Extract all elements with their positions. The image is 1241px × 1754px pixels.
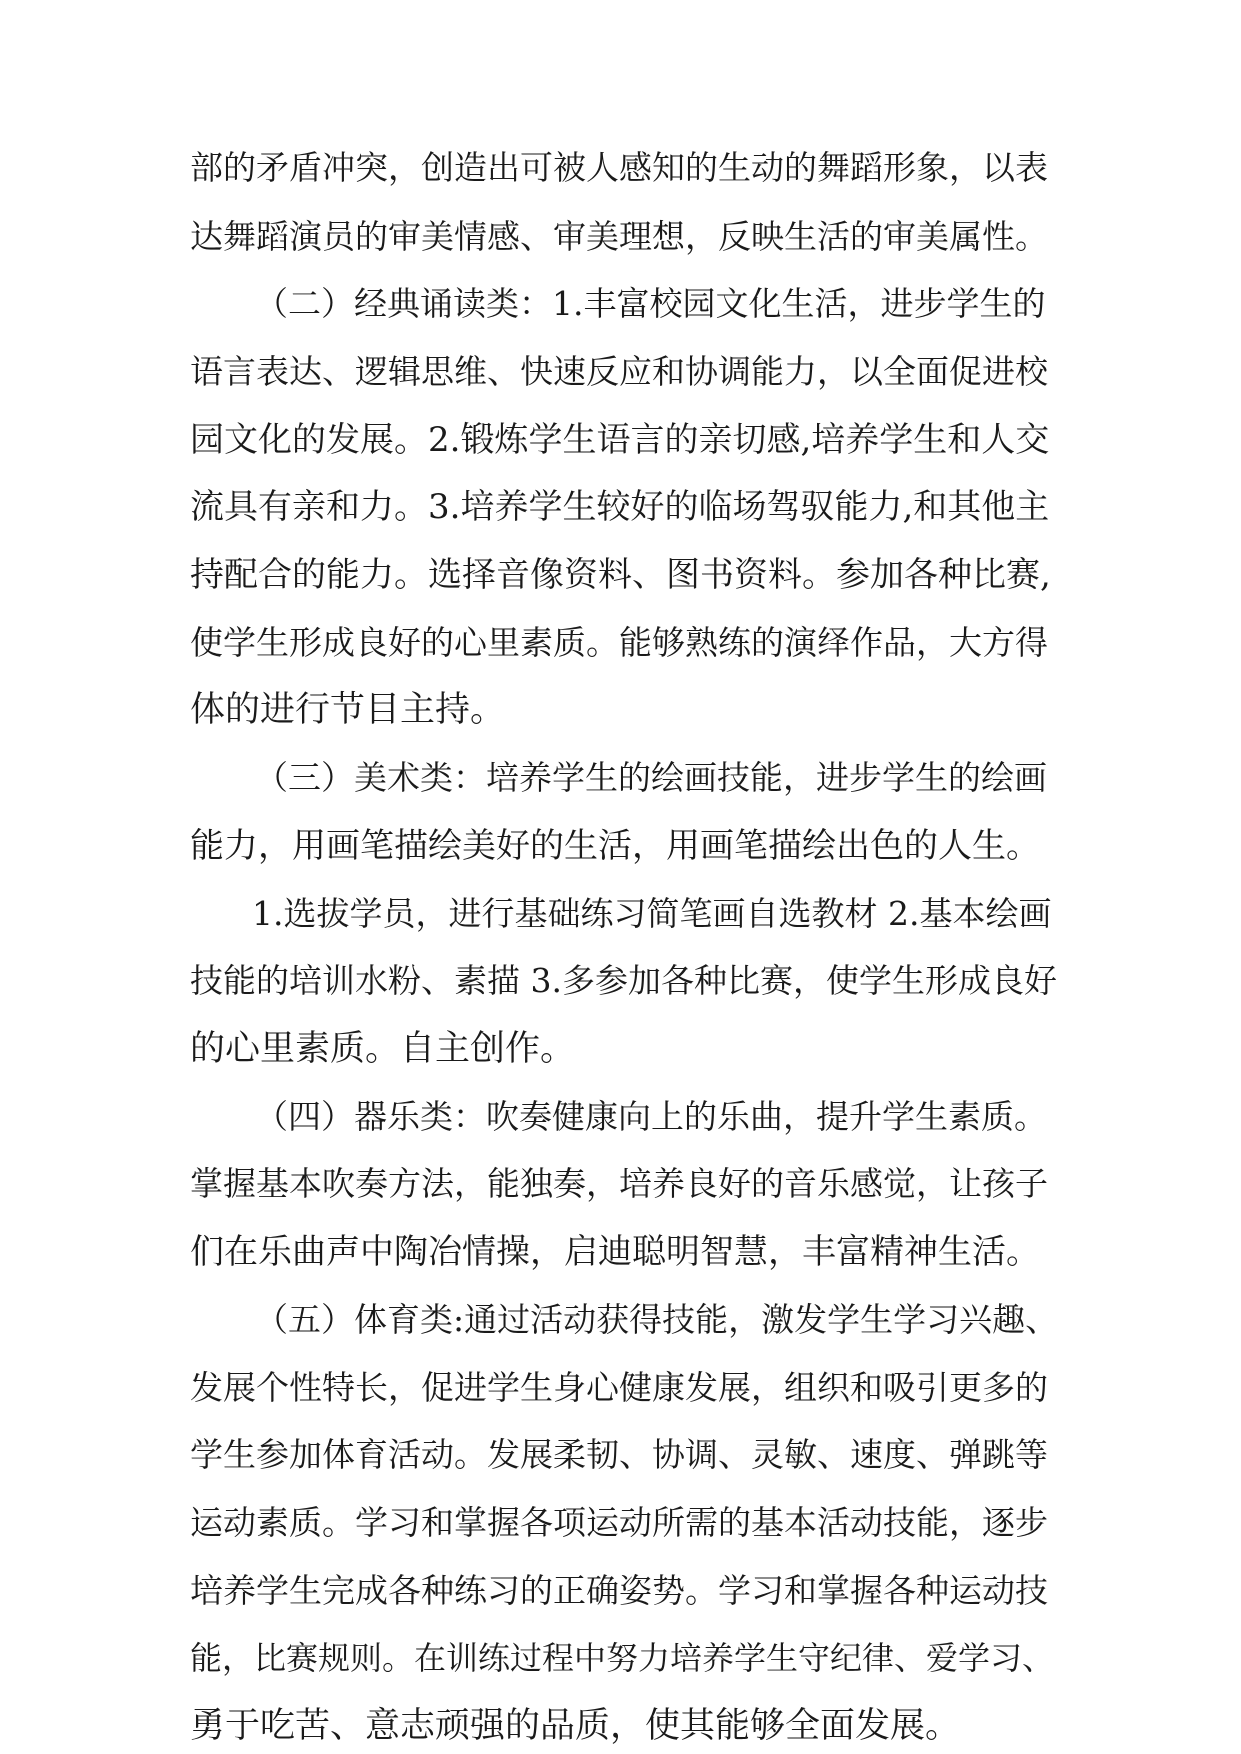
text-line: 掌握基本吹奏方法，能独奏，培养良好的音乐感觉，让孩子 [190,1164,1048,1203]
text-line: 能，比赛规则。在训练过程中努力培养学生守纪律、爱学习、 [190,1639,1055,1677]
text-line: 部的矛盾冲突，创造出可被人感知的生动的舞蹈形象，以表 [190,148,1048,187]
text-line: （二）经典诵读类：1.丰富校园文化生活，进步学生的 [255,284,1046,323]
text-line: 1.选拔学员，进行基础练习简笔画自选教材 2.基本绘画 [252,894,1052,933]
text-line: 使学生形成良好的心里素质。能够熟练的演绎作品，大方得 [190,623,1048,662]
text-line: 能力，用画笔描绘美好的生活，用画笔描绘出色的人生。 [190,826,1040,866]
text-line: 们在乐曲声中陶冶情操，启迪聪明智慧，丰富精神生活。 [190,1232,1040,1272]
text-line: 园文化的发展。2.锻炼学生语言的亲切感,培养学生和人交 [190,420,1050,460]
text-line: 的心里素质。自主创作。 [190,1029,576,1069]
text-line: 持配合的能力。选择音像资料、图书资料。参加各种比赛, [190,555,1051,595]
text-line: 达舞蹈演员的审美情感、审美理想，反映生活的审美属性。 [190,217,1048,256]
text-line: 学生参加体育活动。发展柔韧、协调、灵敏、速度、弹跳等 [190,1435,1048,1474]
text-line: （五）体育类:通过活动获得技能，激发学生学习兴趣、 [255,1300,1059,1339]
text-line: （四）器乐类：吹奏健康向上的乐曲，提升学生素质。 [255,1097,1047,1136]
text-line: 体的进行节目主持。 [190,690,506,730]
text-line: 语言表达、逻辑思维、快速反应和协调能力，以全面促进校 [190,352,1048,391]
text-line: 培养学生完成各种练习的正确姿势。学习和掌握各种运动技 [190,1571,1048,1610]
text-line: 流具有亲和力。3.培养学生较好的临场驾驭能力,和其他主 [190,487,1050,527]
text-line: （三）美术类：培养学生的绘画技能，进步学生的绘画 [255,758,1047,797]
text-line: 运动素质。学习和掌握各项运动所需的基本活动技能，逐步 [190,1503,1048,1542]
text-line: 技能的培训水粉、素描 3.多参加各种比赛，使学生形成良好 [190,961,1057,1000]
text-line: 发展个性特长，促进学生身心健康发展，组织和吸引更多的 [190,1368,1048,1407]
text-line: 勇于吃苦、意志顽强的品质，使其能够全面发展。 [190,1706,961,1746]
